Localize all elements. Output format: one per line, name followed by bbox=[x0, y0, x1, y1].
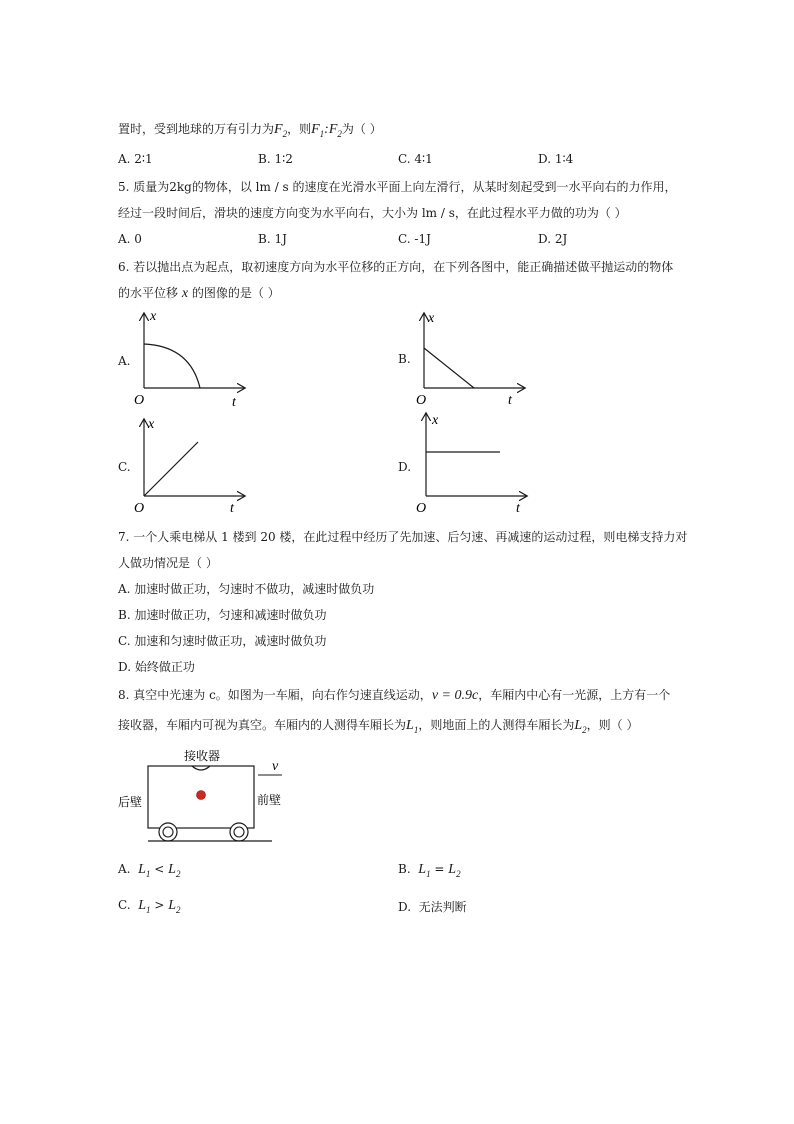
q4-ratio: $F_1:F_2$ bbox=[311, 122, 342, 139]
q8-l2-symbol: $L_2$ bbox=[574, 718, 587, 735]
y-axis-label: x bbox=[148, 417, 155, 432]
q6-option-a-label[interactable]: A. bbox=[118, 354, 131, 368]
origin-label: O bbox=[416, 393, 427, 408]
front-wall-label: 前壁 bbox=[257, 793, 282, 807]
q6-graph-d[interactable] bbox=[408, 408, 538, 514]
q7-option-b[interactable]: B. 加速时做正功，匀速和减速时做负功 bbox=[118, 608, 327, 622]
q7-stem-line-1: 7. 一个人乘电梯从 1 楼到 20 楼，在此过程中经历了先加速、后匀速、再减速的运动过程，则电梯支持力对 bbox=[118, 530, 688, 544]
q8-l1-symbol: $L_1$ bbox=[406, 718, 419, 735]
q5-option-d[interactable]: D. 2J bbox=[538, 232, 568, 246]
q6-stem-line-1: 6. 若以抛出点为起点，取初速度方向为水平位移的正方向，在下列各图中，能正确描述做平抛运动的物体 bbox=[118, 260, 674, 274]
q4-stem-line bbox=[118, 120, 382, 139]
q5-option-b[interactable]: B. 1J bbox=[258, 232, 287, 246]
q8-stem-line-1: 8. 真空中光速为 c。如图为一车厢，向右作匀速直线运动，v = 0.9c，车厢内中心有一光源，上方有一个 bbox=[118, 688, 671, 703]
q6-option-c-label[interactable]: C. bbox=[118, 460, 131, 474]
q4-option-d[interactable]: D. 1∶4 bbox=[538, 152, 574, 166]
y-axis-label: x bbox=[150, 309, 157, 324]
velocity-label: v bbox=[272, 759, 279, 774]
q7-stem-line-2: 人做功情况是（ ） bbox=[118, 556, 218, 570]
q6-option-b-label[interactable]: B. bbox=[398, 352, 411, 366]
q5-stem-line-1: 5. 质量为2kg的物体，以 lm / s 的速度在光滑水平面上向左滑行，从某时刻起受到一水平向右的力作用， bbox=[118, 180, 677, 194]
q8-option-c[interactable]: C. $L_1 > L_2$ bbox=[118, 898, 181, 915]
q6-graph-a[interactable] bbox=[128, 308, 258, 408]
q5-option-a[interactable]: A. 0 bbox=[118, 232, 142, 246]
q6-option-d-label[interactable]: D. bbox=[398, 460, 412, 474]
y-axis-label: x bbox=[432, 413, 439, 428]
q7-option-c[interactable]: C. 加速和匀速时做正功，减速时做负功 bbox=[118, 634, 327, 648]
q6-stem-line-2: 的水平位移 x 的图像的是（ ） bbox=[118, 286, 280, 301]
q6-graph-b[interactable] bbox=[408, 308, 538, 408]
light-source-icon bbox=[197, 791, 206, 800]
q6-graph-c[interactable] bbox=[128, 414, 258, 514]
x-axis-label: t bbox=[508, 393, 512, 408]
origin-label: O bbox=[134, 393, 145, 408]
q7-option-d[interactable]: D. 始终做正功 bbox=[118, 660, 195, 674]
q8-option-d[interactable]: D. 无法判断 bbox=[398, 900, 467, 914]
q4-text-mid: ，则 bbox=[287, 122, 312, 136]
origin-label: O bbox=[134, 501, 145, 514]
front-wheel-icon bbox=[230, 823, 248, 841]
curve bbox=[144, 344, 200, 388]
rear-wheel-icon bbox=[159, 823, 177, 841]
q4-option-b[interactable]: B. 1∶2 bbox=[258, 152, 293, 166]
q8-option-b[interactable]: B. $L_1 = L_2$ bbox=[398, 862, 461, 879]
q8-velocity-eq: v = 0.9c bbox=[431, 688, 479, 703]
x-axis-label: t bbox=[230, 501, 234, 514]
rear-wall-label: 后壁 bbox=[118, 795, 143, 809]
line bbox=[424, 348, 474, 388]
q8-option-a[interactable]: A. $L_1 < L_2$ bbox=[118, 862, 181, 879]
q5-option-c[interactable]: C. -1J bbox=[398, 232, 431, 246]
y-axis-label: x bbox=[428, 311, 435, 326]
q4-text-end: 为（ ） bbox=[341, 122, 382, 136]
origin-label: O bbox=[416, 501, 427, 514]
x-axis-label: t bbox=[516, 501, 520, 514]
line bbox=[144, 442, 198, 496]
q4-option-a[interactable]: A. 2∶1 bbox=[118, 152, 153, 166]
q8-stem-line-2: 接收器，车厢内可视为真空。车厢内的人测得车厢长为$L_1$，则地面上的人测得车厢长为$L_2$，则（ ） bbox=[118, 718, 639, 735]
q4-option-c[interactable]: C. 4∶1 bbox=[398, 152, 433, 166]
q7-option-a[interactable]: A. 加速时做正功，匀速时不做功，减速时做负功 bbox=[118, 582, 375, 596]
q4-f2-symbol: $F_2$ bbox=[274, 122, 288, 139]
x-axis-label: t bbox=[232, 395, 236, 408]
q8-train-car-figure bbox=[112, 744, 282, 848]
receiver-label: 接收器 bbox=[184, 749, 221, 763]
q6-x-var: x bbox=[181, 286, 189, 301]
q4-text-start: 置时，受到地球的万有引力为 bbox=[118, 122, 275, 136]
q5-stem-line-2: 经过一段时间后，滑块的速度方向变为水平向右，大小为 lm / s，在此过程水平力做的功为（ ） bbox=[118, 206, 627, 220]
